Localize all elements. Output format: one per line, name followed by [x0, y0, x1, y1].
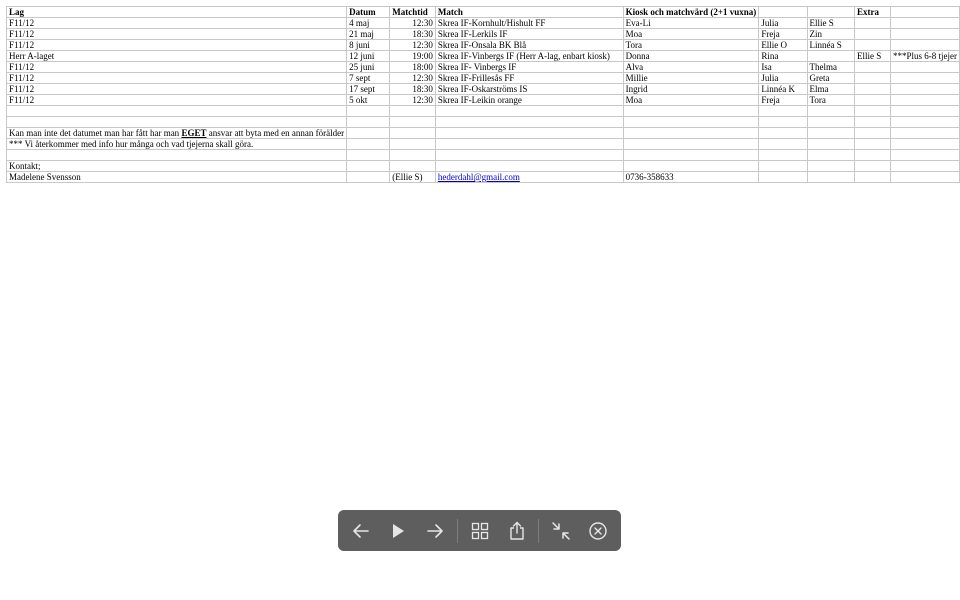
cell-datum: 7 sept: [347, 73, 390, 84]
cell-kiosk-2: Julia: [759, 73, 807, 84]
cell-datum: 5 okt: [347, 95, 390, 106]
cell-kiosk-3: [807, 51, 854, 62]
cell-datum: 21 maj: [347, 29, 390, 40]
header-matchtid: Matchtid: [390, 7, 436, 18]
previous-button[interactable]: [342, 510, 379, 551]
contact-child: (Ellie S): [390, 172, 436, 183]
cell-matchtid: 18:00: [390, 62, 436, 73]
next-button[interactable]: [417, 510, 454, 551]
cell-extra-note: [890, 84, 959, 95]
cell-kiosk-2: Rina: [759, 51, 807, 62]
cell-kiosk-3: Thelma: [807, 62, 854, 73]
table-row: [7, 84, 960, 95]
cell-extra-note: [890, 18, 959, 29]
cell-matchtid: 12:30: [390, 95, 436, 106]
cell-kiosk-1: Millie: [623, 73, 759, 84]
cell-kiosk-3: Linnéa S: [807, 40, 854, 51]
cell-extra-note: [890, 29, 959, 40]
cell-datum: 4 maj: [347, 18, 390, 29]
cell-datum: 12 juni: [347, 51, 390, 62]
spreadsheet: [6, 6, 960, 183]
cell-match: Skrea IF-Frillesås FF: [435, 73, 623, 84]
cell-matchtid: 12:30: [390, 40, 436, 51]
contact-phone: 0736-358633: [623, 172, 759, 183]
cell-extra: [854, 84, 890, 95]
cell-kiosk-2: Ellie O: [759, 40, 807, 51]
table-row: [7, 62, 960, 73]
exit-fullscreen-icon: [551, 521, 571, 541]
cell-kiosk-3: Elma: [807, 84, 854, 95]
cell-match: Skrea IF-Leikin orange: [435, 95, 623, 106]
play-button[interactable]: [379, 510, 416, 551]
header-extra: Extra: [854, 7, 890, 18]
cell-lag: F11/12: [7, 73, 347, 84]
close-button[interactable]: [580, 510, 617, 551]
cell-kiosk-2: Julia: [759, 18, 807, 29]
cell-matchtid: 12:30: [390, 18, 436, 29]
empty-row: [7, 150, 960, 161]
empty-row: [7, 106, 960, 117]
quicklook-toolbar: [338, 510, 621, 551]
cell-extra-note: [890, 95, 959, 106]
table-row: [7, 18, 960, 29]
cell-datum: 25 juni: [347, 62, 390, 73]
cell-extra: [854, 62, 890, 73]
grid-icon: [470, 521, 490, 541]
note1-after: ansvar att byta med en annan förälder: [206, 128, 345, 138]
header-lag: Lag: [7, 7, 347, 18]
contact-label-row: [7, 161, 960, 172]
cell-extra-note: [890, 73, 959, 84]
play-icon: [388, 521, 408, 541]
contact-email-link[interactable]: hederdahl@gmail.com: [437, 172, 520, 182]
table-row: [7, 95, 960, 106]
header-extra-2: [890, 7, 959, 18]
arrow-right-icon: [425, 521, 445, 541]
cell-kiosk-1: Moa: [623, 29, 759, 40]
cell-extra-note: [890, 62, 959, 73]
close-icon: [588, 521, 608, 541]
cell-match: Skrea IF-Kornhult/Hishult FF: [435, 18, 623, 29]
cell-kiosk-2: Freja: [759, 95, 807, 106]
cell-extra: Ellie S: [854, 51, 890, 62]
cell-match: Skrea IF-Oskarströms IS: [435, 84, 623, 95]
cell-match: Skrea IF-Vinbergs IF (Herr A-lag, enbart kiosk): [435, 51, 623, 62]
cell-kiosk-2: Freja: [759, 29, 807, 40]
cell-matchtid: 18:30: [390, 29, 436, 40]
share-button[interactable]: [498, 510, 535, 551]
cell-datum: 8 juni: [347, 40, 390, 51]
cell-kiosk-3: Tora: [807, 95, 854, 106]
header-kiosk-3: [807, 7, 854, 18]
table-row: [7, 73, 960, 84]
table-row: [7, 51, 960, 62]
cell-kiosk-1: Ingrid: [623, 84, 759, 95]
exit-fullscreen-button[interactable]: [542, 510, 579, 551]
note-info: *** Vi återkommer med info hur många och vad tjejerna skall göra.: [7, 139, 347, 150]
cell-kiosk-3: Ellie S: [807, 18, 854, 29]
header-datum: Datum: [347, 7, 390, 18]
note-row: [7, 128, 960, 139]
cell-kiosk-3: Zin: [807, 29, 854, 40]
header-kiosk: Kiosk och matchvärd (2+1 vuxna): [623, 7, 759, 18]
note-responsibility: [7, 128, 347, 139]
contact-row: [7, 172, 960, 183]
contact-name: Madelene Svensson: [7, 172, 347, 183]
cell-kiosk-2: Linnéa K: [759, 84, 807, 95]
note1-emphasis: EGET: [181, 128, 207, 138]
contact-label: Kontakt;: [7, 161, 347, 172]
cell-matchtid: 19:00: [390, 51, 436, 62]
header-match: Match: [435, 7, 623, 18]
table-row: [7, 29, 960, 40]
header-row: [7, 7, 960, 18]
cell-extra: [854, 73, 890, 84]
cell-matchtid: 12:30: [390, 73, 436, 84]
cell-match: Skrea IF-Lerkils IF: [435, 29, 623, 40]
empty-row: [7, 117, 960, 128]
cell-lag: F11/12: [7, 40, 347, 51]
cell-extra: [854, 40, 890, 51]
cell-kiosk-2: Isa: [759, 62, 807, 73]
cell-kiosk-1: Tora: [623, 40, 759, 51]
cell-lag: F11/12: [7, 84, 347, 95]
cell-matchtid: 18:30: [390, 84, 436, 95]
cell-kiosk-1: Alva: [623, 62, 759, 73]
cell-kiosk-1: Moa: [623, 95, 759, 106]
cell-extra-note: ***Plus 6-8 tjejer: [890, 51, 959, 62]
arrow-left-icon: [351, 521, 371, 541]
cell-match: Skrea IF-Onsala BK Blå: [435, 40, 623, 51]
toolbar-divider: [457, 519, 458, 543]
header-kiosk-2: [759, 7, 807, 18]
share-icon: [507, 521, 527, 541]
table-row: [7, 40, 960, 51]
cell-match: Skrea IF- Vinbergs IF: [435, 62, 623, 73]
index-sheet-button[interactable]: [461, 510, 498, 551]
toolbar-divider: [538, 519, 539, 543]
cell-lag: F11/12: [7, 95, 347, 106]
cell-extra: [854, 95, 890, 106]
cell-kiosk-3: Greta: [807, 73, 854, 84]
note1-before: Kan man inte det datumet man har fått har man: [9, 128, 182, 138]
cell-kiosk-1: Donna: [623, 51, 759, 62]
cell-extra-note: [890, 40, 959, 51]
cell-lag: Herr A-laget: [7, 51, 347, 62]
cell-kiosk-1: Eva-Li: [623, 18, 759, 29]
cell-extra: [854, 29, 890, 40]
cell-datum: 17 sept: [347, 84, 390, 95]
note-row: [7, 139, 960, 150]
cell-lag: F11/12: [7, 62, 347, 73]
cell-lag: F11/12: [7, 29, 347, 40]
cell-lag: F11/12: [7, 18, 347, 29]
cell-extra: [854, 18, 890, 29]
contact-email-cell: [435, 172, 623, 183]
spreadsheet-body: [7, 7, 960, 183]
